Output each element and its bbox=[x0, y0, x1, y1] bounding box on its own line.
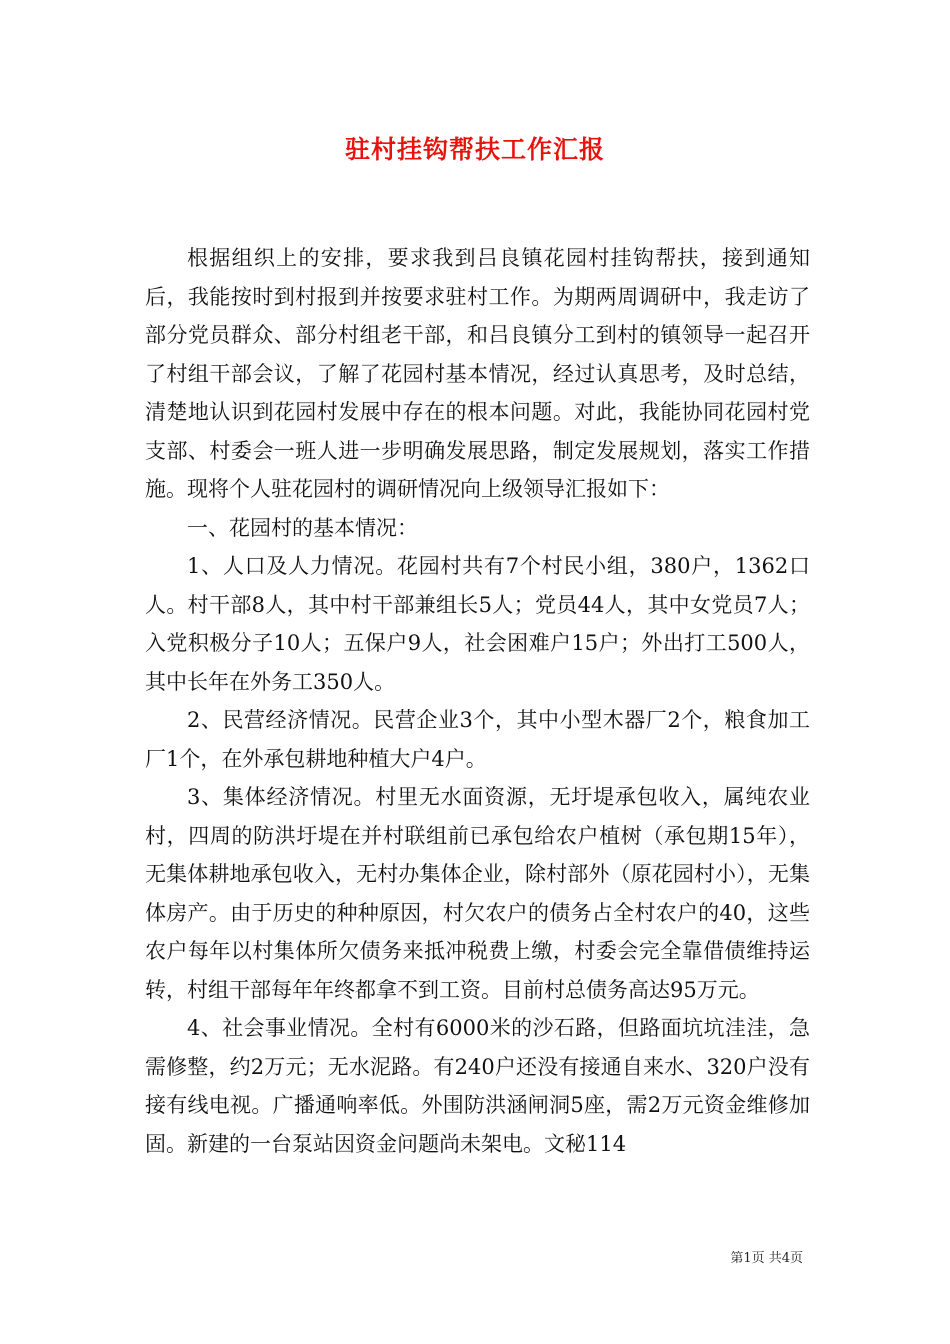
paragraph-collective-economy: 3、集体经济情况。村里无水面资源，无圩堤承包收入，属纯农业村，四周的防洪圩堤在并村联组前已承包给农户植树（承包期15年），无集体耕地承包收入，无村办集体企业，除村部外（原花园村小），无集体房产。由于历史的种种原因，村欠农户的债务占全村农户的40，这些农户每年以村集体所欠债务来抵冲税费上缴，村委会完全靠借债维持运转，村组干部每年年终都拿不到工资。目前村总债务高达95万元。 bbox=[145, 785, 810, 1002]
paragraph-private-economy: 2、民营经济情况。民营企业3个，其中小型木器厂2个，粮食加工厂1个，在外承包耕地种植大户4户。 bbox=[145, 708, 810, 771]
document-body bbox=[145, 239, 810, 1163]
paragraph-population: 1、人口及人力情况。花园村共有7个村民小组，380户，1362口人。村干部8人，其中村干部兼组长5人；党员44人，其中女党员7人；入党积极分子10人；五保户9人，社会困难户15户；外出打工500人，其中长年在外务工350人。 bbox=[145, 554, 810, 694]
document-title: 驻村挂钩帮扶工作汇报 bbox=[344, 135, 605, 164]
paragraph-intro: 根据组织上的安排，要求我到吕良镇花园村挂钩帮扶，接到通知后，我能按时到村报到并按要求驻村工作。为期两周调研中，我走访了部分党员群众、部分村组老干部，和吕良镇分工到村的镇领导一起召开了村组干部会议，了解了花园村基本情况，经过认真思考，及时总结，清楚地认识到花园村发展中存在的根本问题。对此，我能协同花园村党支部、村委会一班人进一步明确发展思路，制定发展规划，落实工作措施。现将个人驻花园村的调研情况向上级领导汇报如下： bbox=[145, 246, 810, 501]
paragraph-social-affairs: 4、社会事业情况。全村有6000米的沙石路，但路面坑坑洼洼，急需修整，约2万元；无水泥路。有240户还没有接通自来水、320户没有接有线电视。广播通响率低。外围防洪涵闸洞5座，需2万元资金维修加固。新建的一台泵站因资金问题尚未架电。文秘114 bbox=[145, 1016, 810, 1156]
paragraph-section-heading: 一、花园村的基本情况： bbox=[187, 515, 418, 540]
page-number-footer: 第1页 共4页 bbox=[730, 1251, 803, 1266]
